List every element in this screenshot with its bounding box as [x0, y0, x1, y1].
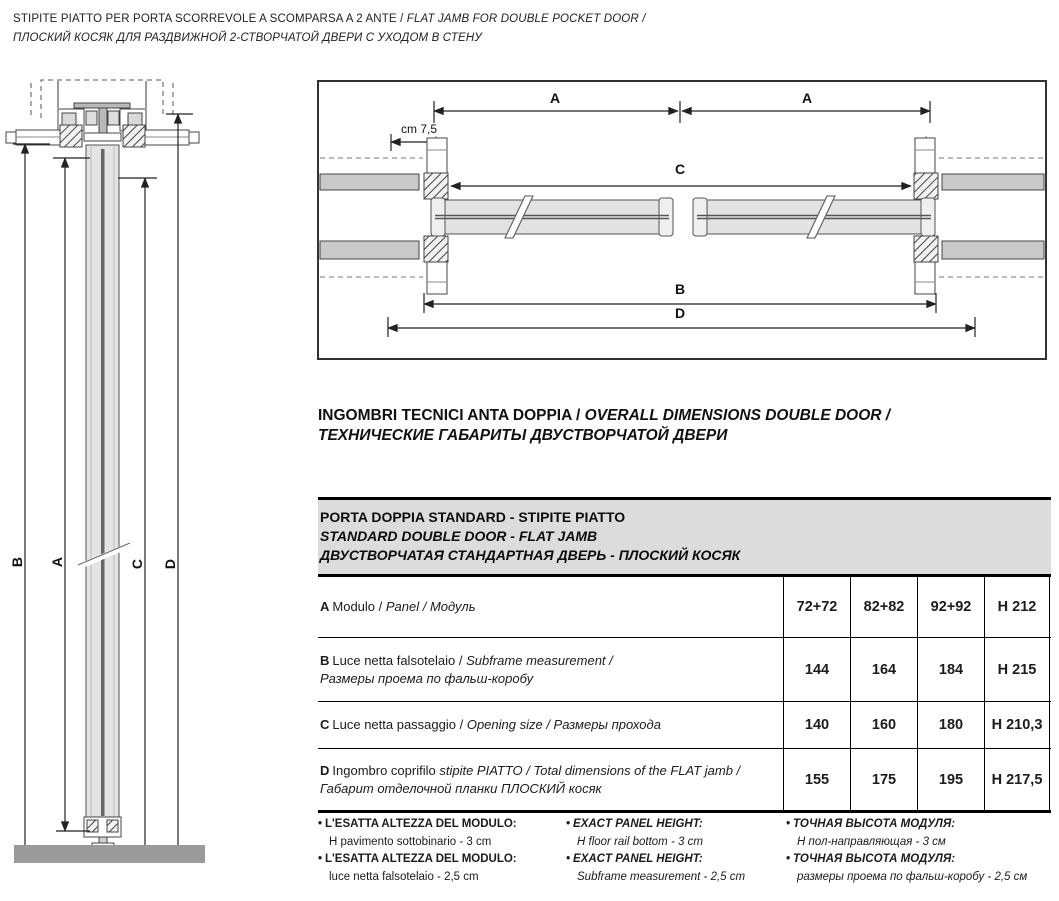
table-row — [318, 638, 1051, 702]
plan-view-drawing — [315, 78, 1059, 363]
value-cell: 175 — [850, 749, 917, 810]
doc-title-russian: ПЛОСКИЙ КОСЯК ДЛЯ РАЗДВИЖНОЙ 2-СТВОРЧАТОЙ ДВЕРИ С УХОДОМ В СТЕНУ — [13, 32, 482, 44]
table-row — [318, 577, 1051, 638]
doc-title — [13, 10, 773, 48]
notes-italian — [318, 816, 563, 886]
plan-dim-label-jamb: cm 7,5 — [400, 122, 438, 136]
bullet: • — [318, 853, 323, 865]
top-track-assembly — [58, 103, 146, 147]
note-head: • ТОЧНАЯ ВЫСОТА МОДУЛЯ: — [786, 818, 956, 830]
plan-dim-label-d: D — [674, 305, 686, 321]
plan-dim-label-b: B — [674, 281, 686, 297]
value-cell: 180 — [917, 702, 984, 748]
note-body: Н пол-направляющая - 3 см — [797, 835, 946, 848]
note-head: • L'ESATTA ALTEZZA DEL MODULO: — [318, 818, 517, 830]
side-dim-label-b: B — [9, 556, 25, 568]
note-body: размеры проема по фальш-коробу - 2,5 см — [797, 870, 1028, 883]
notes-russian — [786, 816, 1058, 886]
bullet: • — [786, 818, 791, 830]
doc-title-italian: STIPITE PIATTO PER PORTA SCORREVOLE A SCOMPARSA A 2 ANTE / — [13, 13, 407, 25]
section-heading-line1 — [318, 406, 1058, 426]
plan-dim-a — [434, 101, 930, 123]
side-dim-label-a: A — [49, 556, 65, 568]
hatch-block-right — [123, 125, 145, 147]
value-cell: 82+82 — [850, 577, 917, 637]
row-letter: B — [320, 652, 330, 668]
note-head: • EXACT PANEL HEIGHT: — [566, 818, 703, 830]
section-heading-english: OVERALL DIMENSIONS DOUBLE DOOR / — [584, 407, 891, 424]
note-head: • ТОЧНАЯ ВЫСОТА МОДУЛЯ: — [786, 853, 956, 865]
vertical-section-drawing — [0, 75, 240, 901]
value-cell: 144 — [783, 638, 850, 701]
value-cell: 92+92 — [917, 577, 984, 637]
row-letter: C — [320, 717, 330, 732]
plan-dim-label-a-left: A — [549, 90, 561, 106]
value-cell: 155 — [783, 749, 850, 810]
note-body: H pavimento sottobinario - 3 cm — [329, 835, 492, 848]
side-dim-label-c: C — [129, 558, 145, 570]
table-title-band — [318, 497, 1051, 577]
floor — [14, 845, 205, 863]
row-description: C Luce netta passaggio / Opening size / Размеры прохода — [320, 717, 661, 732]
value-cell: 72+72 — [783, 577, 850, 637]
value-cell: 184 — [917, 638, 984, 701]
value-cell: H 215 — [984, 638, 1050, 701]
doc-title-english: FLAT JAMB FOR DOUBLE POCKET DOOR / — [406, 13, 646, 25]
value-cell: 195 — [917, 749, 984, 810]
row-description: A Modulo / Panel / Модуль — [320, 599, 476, 614]
plan-door-panels — [431, 196, 935, 238]
row-letter: D — [320, 762, 330, 778]
bullet: • — [318, 818, 323, 830]
note-body: Subframe measurement - 2,5 cm — [577, 870, 746, 883]
door-panel-section — [78, 145, 130, 820]
bullet: • — [566, 853, 571, 865]
section-heading-italian: INGOMBRI TECNICI ANTA DOPPIA / — [318, 407, 585, 424]
row-description: B Luce netta falsotelaio / Subframe measurement / Размеры проема по фальш-коробу — [320, 652, 613, 686]
notes-english — [566, 816, 778, 886]
section-heading-russian: ТЕХНИЧЕСКИЕ ГАБАРИТЫ ДВУСТВОРЧАТОЙ ДВЕРИ — [318, 427, 728, 444]
dimensions-table — [318, 497, 1051, 813]
table-row — [318, 702, 1051, 749]
row-description: D Ingombro coprifilo stipite PIATTO / Total dimensions of the FLAT jamb / Габарит отделочной планки ПЛОСКИЙ косяк — [320, 762, 741, 796]
bullet: • — [786, 853, 791, 865]
table-title-italian: PORTA DOPPIA STANDARD - STIPITE PIATTO — [320, 509, 626, 525]
value-cell: 160 — [850, 702, 917, 748]
note-body: luce netta falsotelaio - 2,5 cm — [329, 870, 479, 883]
value-cell: H 210,3 — [984, 702, 1050, 748]
hatch-block-left — [60, 125, 82, 147]
note-head: • L'ESATTA ALTEZZA DEL MODULO: — [318, 853, 517, 865]
table-title-english: STANDARD DOUBLE DOOR - FLAT JAMB — [320, 528, 598, 544]
row-letter: A — [320, 599, 330, 614]
bullet: • — [566, 818, 571, 830]
note-body: H floor rail bottom - 3 cm — [577, 835, 703, 848]
value-cell: 164 — [850, 638, 917, 701]
doc-title-line1 — [13, 10, 773, 29]
table-row — [318, 749, 1051, 813]
section-heading — [318, 406, 1058, 446]
note-head: • EXACT PANEL HEIGHT: — [566, 853, 703, 865]
value-cell: H 217,5 — [984, 749, 1050, 810]
value-cell: H 212 — [984, 577, 1050, 637]
bottom-rail — [84, 817, 121, 847]
plan-dim-label-a-right: A — [801, 90, 813, 106]
plan-dim-label-c: C — [674, 161, 686, 177]
table-title-russian: ДВУСТВОРЧАТАЯ СТАНДАРТНАЯ ДВЕРЬ - ПЛОСКИЙ КОСЯК — [320, 547, 741, 563]
side-dim-label-d: D — [162, 558, 178, 570]
value-cell: 140 — [783, 702, 850, 748]
